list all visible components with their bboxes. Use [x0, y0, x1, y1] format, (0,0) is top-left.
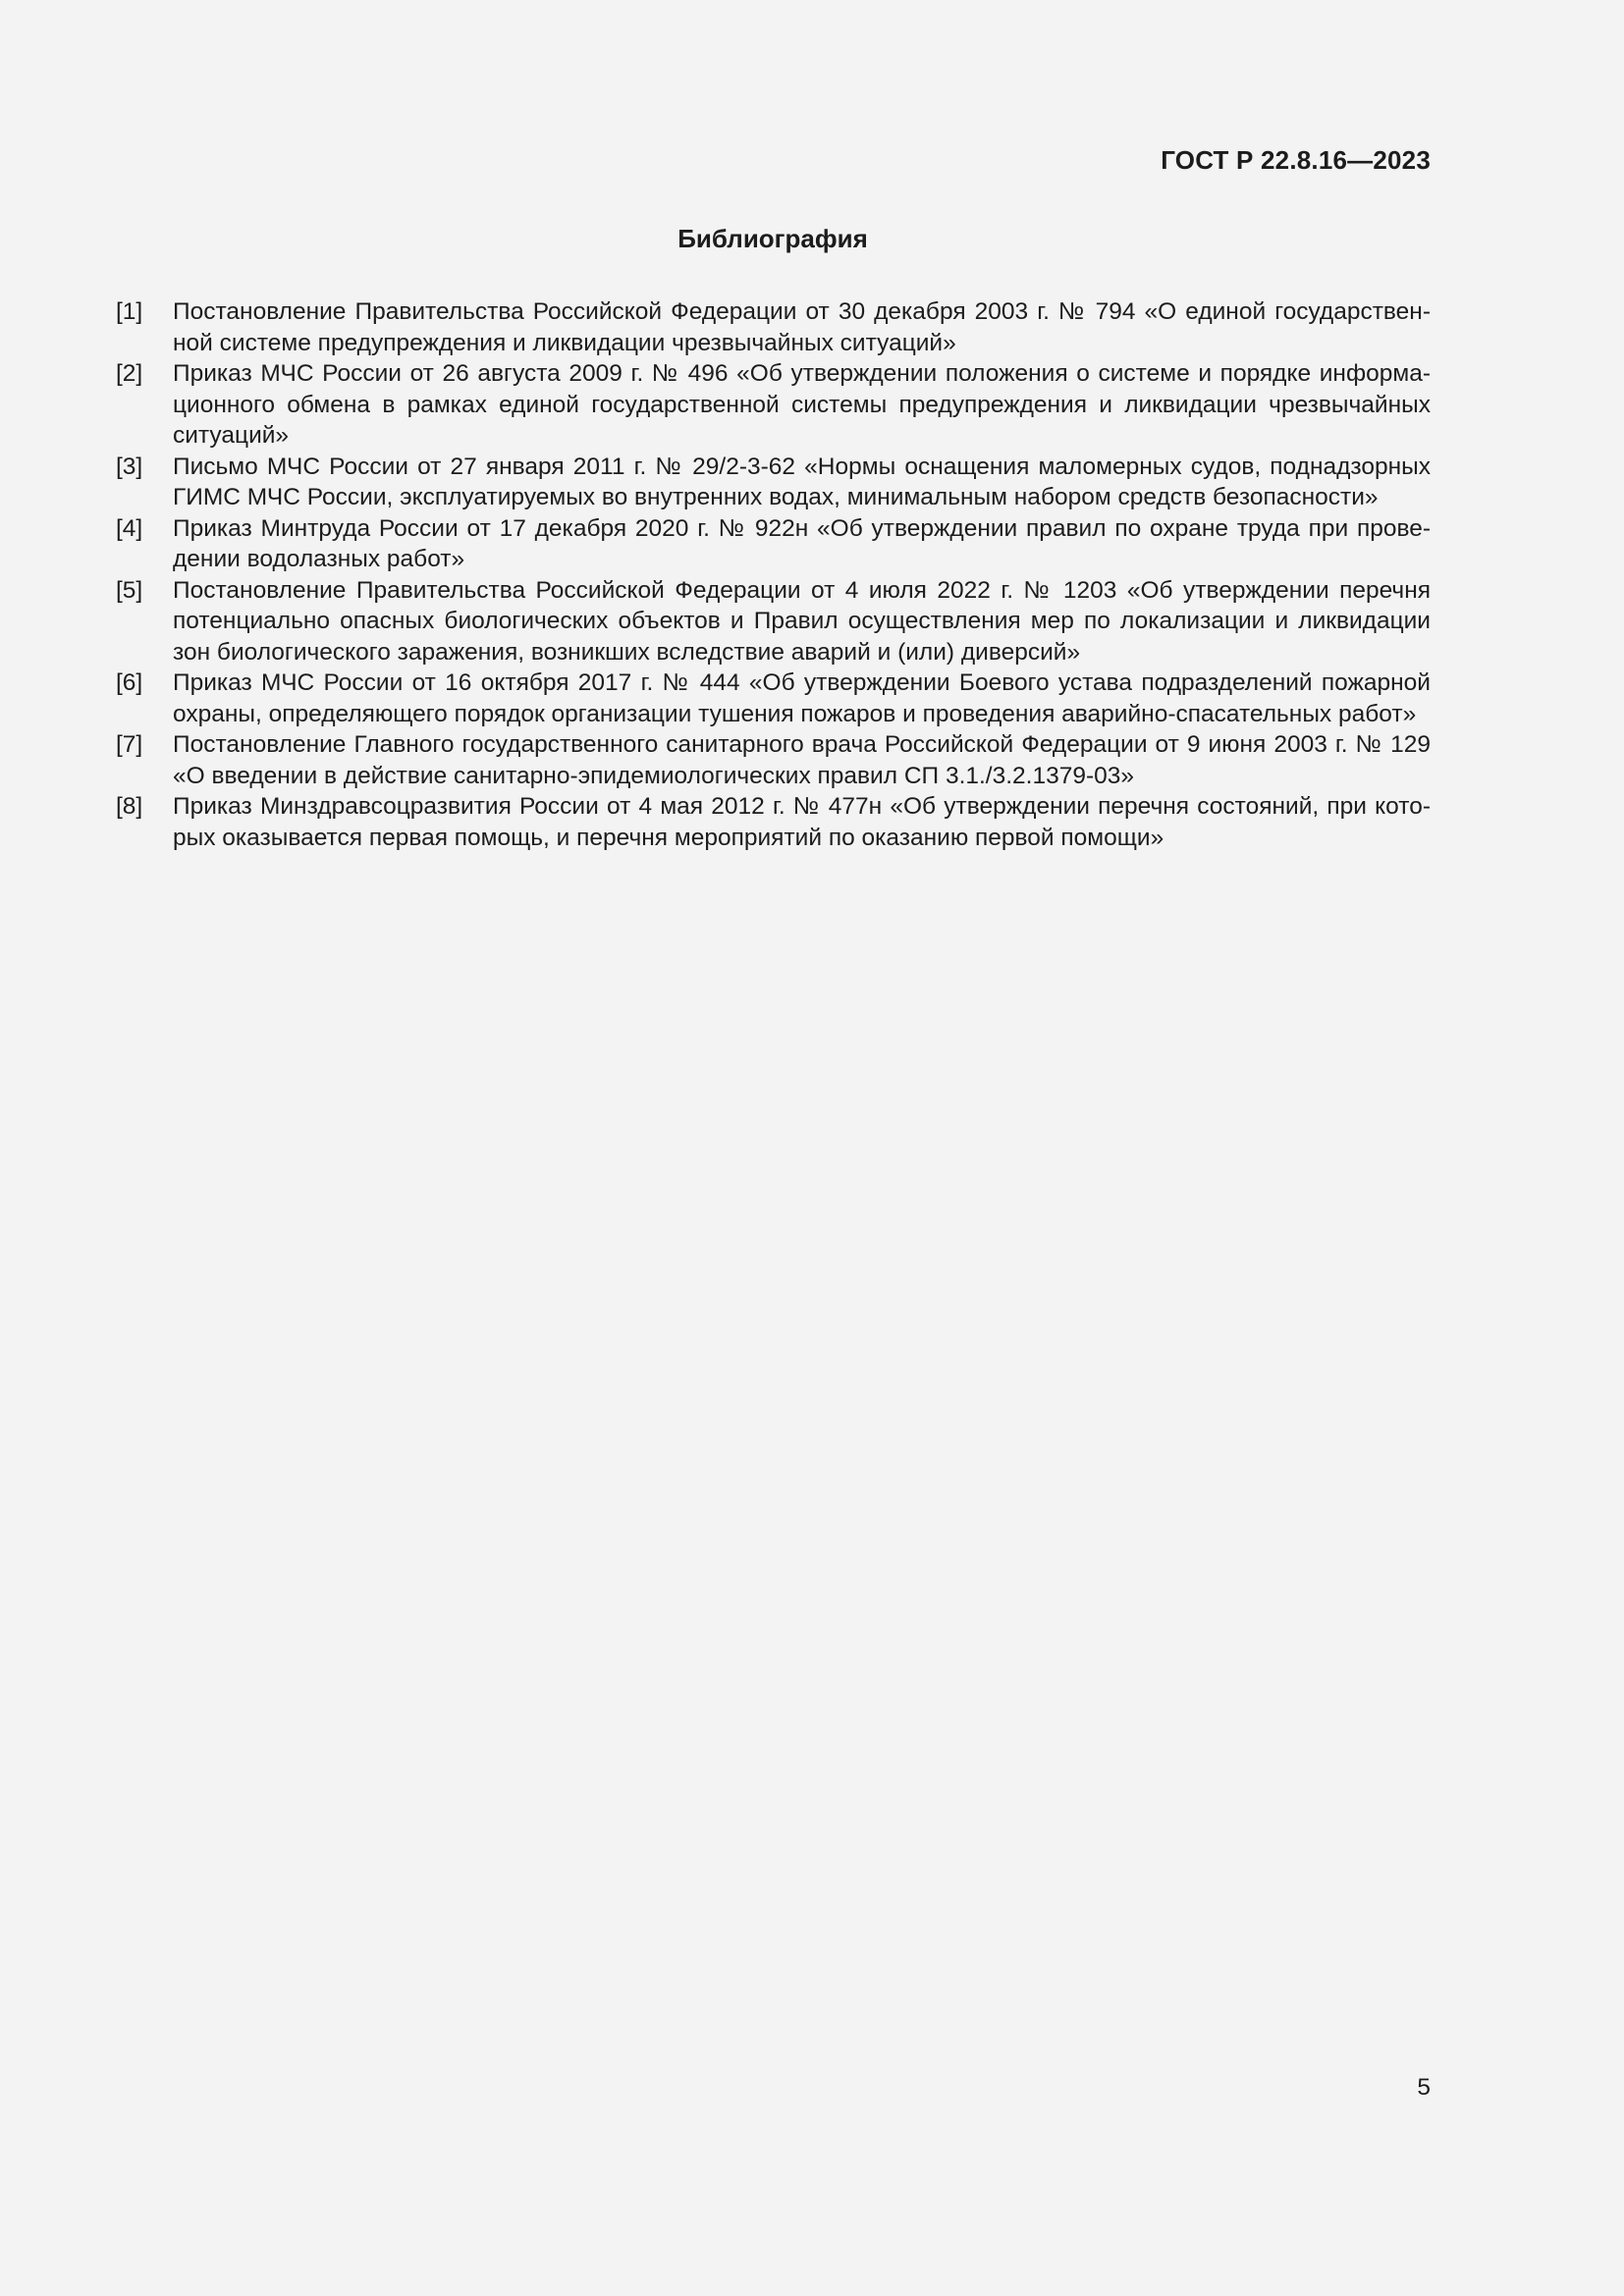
reference-text: Письмо МЧС России от 27 января 2011 г. № 29/2-3-62 «Нормы оснащения маломерных судов, поднадзорных ГИМС МЧС России, эксплуатируемых во внутренних водах, минимальным набором средств безопасности» — [173, 453, 1431, 510]
page-number: 5 — [1417, 2074, 1431, 2101]
reference-text: Постановление Главного государственного санитарного врача Российской Федерации от 9 июня 2003 г. № 129 «О введении в действие санитарно-эпидемиологических правил СП 3.1./3.2.1379-03» — [173, 731, 1431, 789]
document-code: ГОСТ Р 22.8.16—2023 — [1161, 145, 1431, 175]
reference-number: [2] — [116, 360, 143, 387]
bibliography-item — [116, 791, 1431, 853]
reference-text: Постановление Правительства Российской Федерации от 30 декабря 2003 г. № 794 «О единой государственной системе предупреждения и ликвидации чрезвычайных ситуаций» — [173, 298, 1431, 356]
reference-number: [3] — [116, 453, 143, 480]
bibliography-item — [116, 358, 1431, 452]
bibliography-item — [116, 729, 1431, 791]
bibliography-item — [116, 296, 1431, 358]
reference-number: [8] — [116, 793, 143, 820]
section-title: Библиография — [677, 224, 868, 253]
reference-text: Приказ Минтруда России от 17 декабря 2020 г. № 922н «Об утверждении правил по охране труда при проведении водолазных работ» — [173, 514, 1431, 572]
bibliography-list — [116, 296, 1431, 853]
bibliography-item — [116, 452, 1431, 513]
reference-number: [6] — [116, 669, 143, 696]
reference-number: [4] — [116, 514, 143, 542]
bibliography-item — [116, 667, 1431, 729]
reference-text: Постановление Правительства Российской Федерации от 4 июля 2022 г. № 1203 «Об утверждении перечня потенциально опасных биологических объектов и Правил осуществления мер по локализации и ликвидации зон биологического заражения, возникших вследствие аварий и (или) диверсий» — [173, 576, 1431, 666]
reference-number: [5] — [116, 576, 143, 604]
reference-text: Приказ МЧС России от 16 октября 2017 г. № 444 «Об утверждении Боевого устава подразделений пожарной охраны, определяющего порядок организации тушения пожаров и проведения аварийно-спасательных работ» — [173, 669, 1431, 727]
reference-text: Приказ Минздравсоцразвития России от 4 мая 2012 г. № 477н «Об утверждении перечня состояний, при которых оказывается первая помощь, и перечня мероприятий по оказанию первой помощи» — [173, 793, 1431, 851]
reference-number: [1] — [116, 298, 143, 325]
reference-text: Приказ МЧС России от 26 августа 2009 г. № 496 «Об утверждении положения о системе и порядке информационного обмена в рамках единой государственной системы предупреждения и ликвидации чрезвычайных ситуаций» — [173, 360, 1431, 449]
reference-number: [7] — [116, 731, 143, 758]
bibliography-item — [116, 513, 1431, 575]
bibliography-item — [116, 575, 1431, 668]
